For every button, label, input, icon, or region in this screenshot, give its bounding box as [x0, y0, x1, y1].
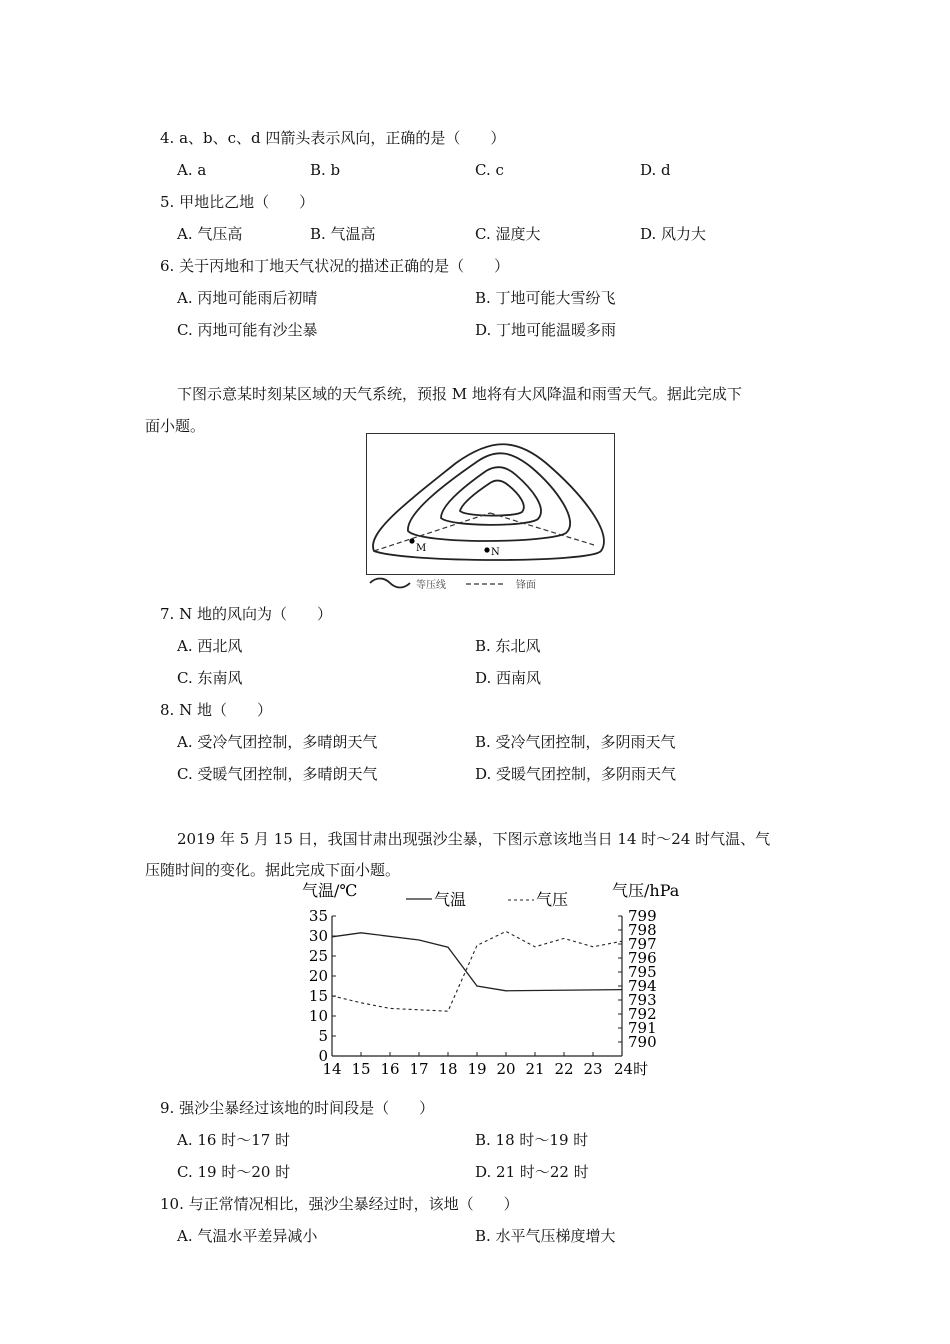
temp-pressure-chart: [290, 878, 700, 1088]
label-m: M: [416, 543, 427, 554]
y-tick-label-left: 0: [318, 1047, 328, 1065]
front-west: [374, 513, 490, 551]
y-tick-label-right: 795: [628, 963, 657, 981]
intro3-line2: 压随时间的变化。据此完成下面小题。: [145, 861, 401, 879]
q8-option-a: A. 受冷气团控制，多晴朗天气: [177, 733, 378, 751]
y-tick-label-right: 798: [628, 921, 657, 939]
q5-stem: 5. 甲地比乙地（ ）: [160, 193, 315, 211]
legend-front-label: 锋面: [516, 580, 536, 591]
legend-temp-label: 气温: [434, 890, 467, 909]
y-tick-label-left: 35: [308, 907, 328, 925]
x-tick-label: 24时: [614, 1060, 649, 1078]
y-tick-label-right: 793: [628, 991, 657, 1009]
y-tick-label-left: 20: [308, 967, 328, 985]
y-tick-label-left: 10: [308, 1007, 328, 1025]
q4-option-d: D. d: [640, 161, 671, 179]
q6-option-a: A. 丙地可能雨后初晴: [177, 289, 318, 307]
q4-stem: 4. a、b、c、d 四箭头表示风向，正确的是（ ）: [160, 129, 506, 147]
q4-option-b: B. b: [310, 161, 341, 179]
q7-option-a: A. 西北风: [177, 637, 243, 655]
q7-option-b: B. 东北风: [475, 637, 541, 655]
legend-isobar-label: 等压线: [416, 580, 446, 591]
x-tick-label: 20: [496, 1060, 516, 1078]
y-axis-right: [618, 907, 657, 1056]
y-tick-label-right: 790: [628, 1033, 657, 1051]
y-tick-label-right: 797: [628, 935, 657, 953]
isobar-2: [408, 453, 570, 541]
x-axis: [322, 1052, 648, 1078]
y-tick-label-right: 791: [628, 1019, 657, 1037]
q6-option-b: B. 丁地可能大雪纷飞: [475, 289, 616, 307]
q5-option-d: D. 风力大: [640, 225, 707, 243]
x-tick-label: 23: [583, 1060, 603, 1078]
point-m: [409, 538, 414, 543]
x-tick-label: 14: [322, 1060, 342, 1078]
q8-option-d: D. 受暖气团控制，多阴雨天气: [475, 765, 677, 783]
x-tick-label: 22: [554, 1060, 574, 1078]
y-tick-label-left: 25: [308, 947, 328, 965]
y-tick-label-right: 799: [628, 907, 657, 925]
y-axis-left: [309, 907, 336, 1065]
q5-option-a: A. 气压高: [177, 225, 243, 243]
y-tick-label-left: 15: [308, 987, 328, 1005]
q5-option-b: B. 气温高: [310, 225, 376, 243]
q5-option-c: C. 湿度大: [475, 225, 541, 243]
q8-option-b: B. 受冷气团控制，多阴雨天气: [475, 733, 676, 751]
q9-option-b: B. 18 时～19 时: [475, 1131, 589, 1149]
label-n: N: [491, 547, 500, 558]
q6-option-d: D. 丁地可能温暖多雨: [475, 321, 617, 339]
q4-option-a: A. a: [177, 161, 207, 179]
x-tick-label: 19: [467, 1060, 487, 1078]
series-layer: [332, 931, 622, 1011]
q8-option-c: C. 受暖气团控制，多晴朗天气: [177, 765, 378, 783]
ylabel-left: 气温/℃: [302, 881, 358, 900]
intro2-line2: 面小题。: [145, 417, 206, 435]
intro2-line1: 下图示意某时刻某区域的天气系统，预报 M 地将有大风降温和雨雪天气。据此完成下: [177, 385, 742, 403]
y-tick-label-right: 792: [628, 1005, 657, 1023]
series-pressure-line: [332, 931, 622, 1011]
y-tick-label-left: 30: [308, 927, 328, 945]
y-tick-label-left: 5: [318, 1027, 328, 1045]
x-tick-label: 21: [525, 1060, 545, 1078]
x-tick-label: 15: [351, 1060, 371, 1078]
legend-isobar-sample: [370, 579, 410, 588]
q9-option-c: C. 19 时～20 时: [177, 1163, 291, 1181]
q10-option-b: B. 水平气压梯度增大: [475, 1227, 616, 1245]
q7-option-d: D. 西南风: [475, 669, 542, 687]
q4-option-c: C. c: [475, 161, 504, 179]
intro3-line1: 2019 年 5 月 15 日，我国甘肃出现强沙尘暴，下图示意该地当日 14 时～24 时气温、气: [177, 830, 771, 848]
legend-pressure-label: 气压: [536, 890, 569, 909]
point-n: [484, 547, 489, 552]
q9-option-a: A. 16 时～17 时: [177, 1131, 291, 1149]
q6-option-c: C. 丙地可能有沙尘暴: [177, 321, 318, 339]
q7-option-c: C. 东南风: [177, 669, 243, 687]
q10-option-a: A. 气温水平差异减小: [177, 1227, 318, 1245]
q9-option-d: D. 21 时～22 时: [475, 1163, 589, 1181]
weather-system-diagram: [366, 433, 616, 595]
q8-stem: 8. N 地（ ）: [160, 701, 272, 719]
y-tick-label-right: 796: [628, 949, 657, 967]
x-tick-label: 16: [380, 1060, 400, 1078]
x-tick-label: 17: [409, 1060, 429, 1078]
q10-stem: 10. 与正常情况相比，强沙尘暴经过时，该地（ ）: [160, 1195, 519, 1213]
isobar-outer: [373, 444, 604, 560]
q6-stem: 6. 关于丙地和丁地天气状况的描述正确的是（ ）: [160, 257, 510, 275]
y-tick-label-right: 794: [628, 977, 657, 995]
q9-stem: 9. 强沙尘暴经过该地的时间段是（ ）: [160, 1099, 435, 1117]
q7-stem: 7. N 地的风向为（ ）: [160, 605, 332, 623]
isobar-inner: [460, 481, 524, 516]
ylabel-right: 气压/hPa: [612, 881, 680, 900]
series-temperature-line: [332, 933, 622, 991]
x-tick-label: 18: [438, 1060, 458, 1078]
